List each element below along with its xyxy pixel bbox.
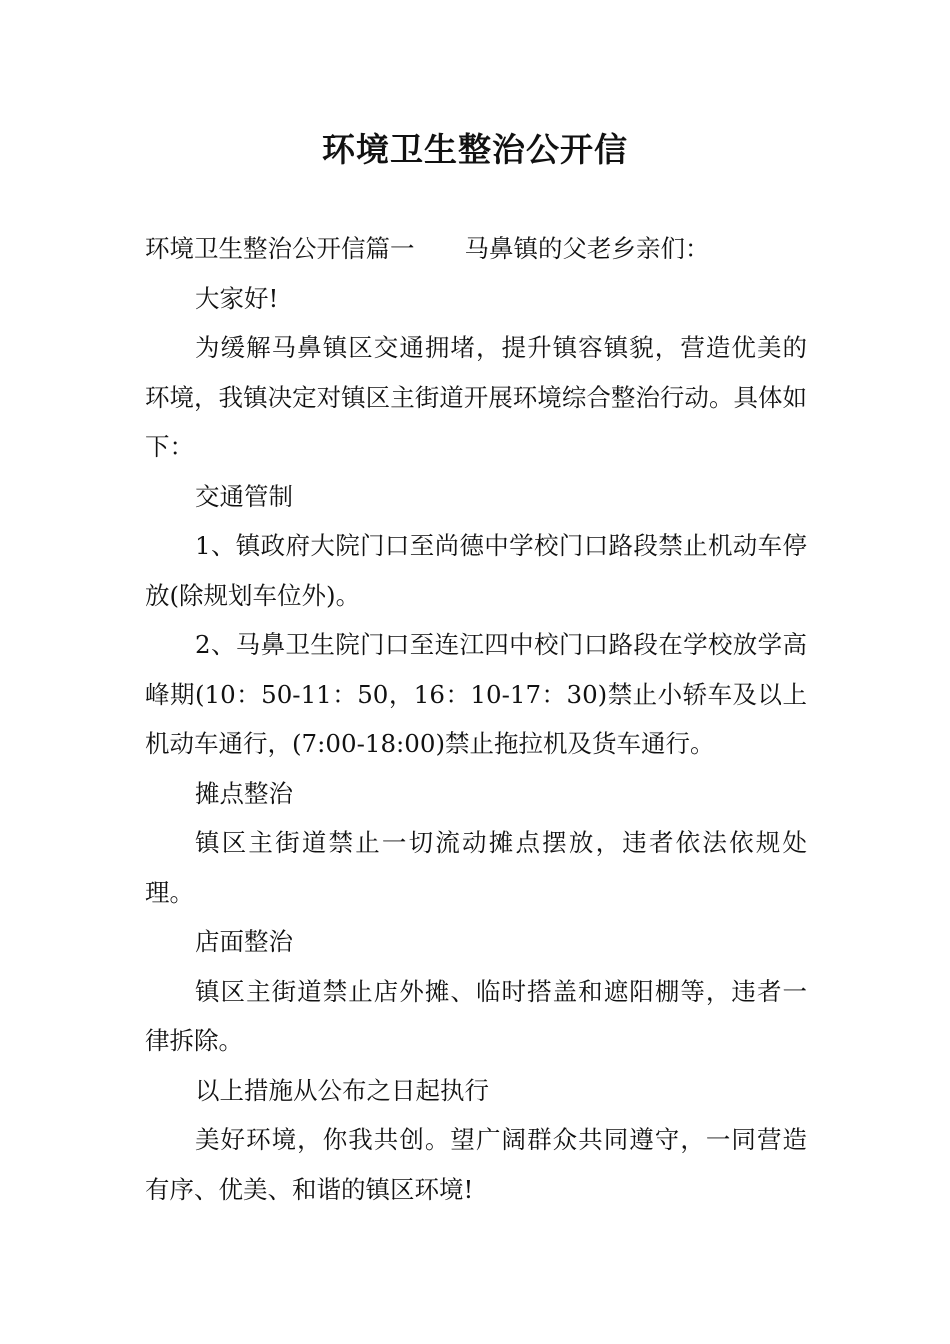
greeting-paragraph: 大家好!: [195, 283, 279, 313]
traffic-item-2: 2、马鼻卫生院门口至连江四中校门口路段在学校放学高峰期(10：50-11：50，16：10-17：30)禁止小轿车及以上机动车通行，(7:00-18:00)禁止拖拉机及货车通行。: [145, 630, 807, 758]
closing-paragraph: 美好环境，你我共创。望广阔群众共同遵守，一同营造有序、优美、和谐的镇区环境!: [145, 1125, 807, 1204]
purpose-paragraph: 为缓解马鼻镇区交通拥堵，提升镇容镇貌，营造优美的环境，我镇决定对镇区主街道开展环境综合整治行动。具体如下：: [145, 333, 807, 461]
document-title: 环境卫生整治公开信: [322, 130, 628, 169]
stalls-paragraph: 镇区主街道禁止一切流动摊点摆放，违者依法依规处理。: [145, 828, 807, 907]
section-heading-traffic: 交通管制: [195, 481, 293, 511]
section-heading-stalls: 摊点整治: [195, 778, 293, 808]
section-heading-storefront: 店面整治: [195, 927, 293, 956]
effective-date-paragraph: 以上措施从公布之日起执行: [195, 1075, 489, 1105]
traffic-item-1: 1、镇政府大院门口至尚德中学校门口路段禁止机动车停放(除规划车位外)。: [145, 531, 807, 610]
intro-heading: 环境卫生整治公开信篇一: [145, 234, 415, 263]
salutation: 马鼻镇的父老乡亲们：: [464, 234, 710, 263]
storefront-paragraph: 镇区主街道禁止店外摊、临时搭盖和遮阳棚等，违者一律拆除。: [145, 976, 807, 1055]
document-body: [145, 224, 807, 1214]
intro-line: [145, 224, 807, 274]
